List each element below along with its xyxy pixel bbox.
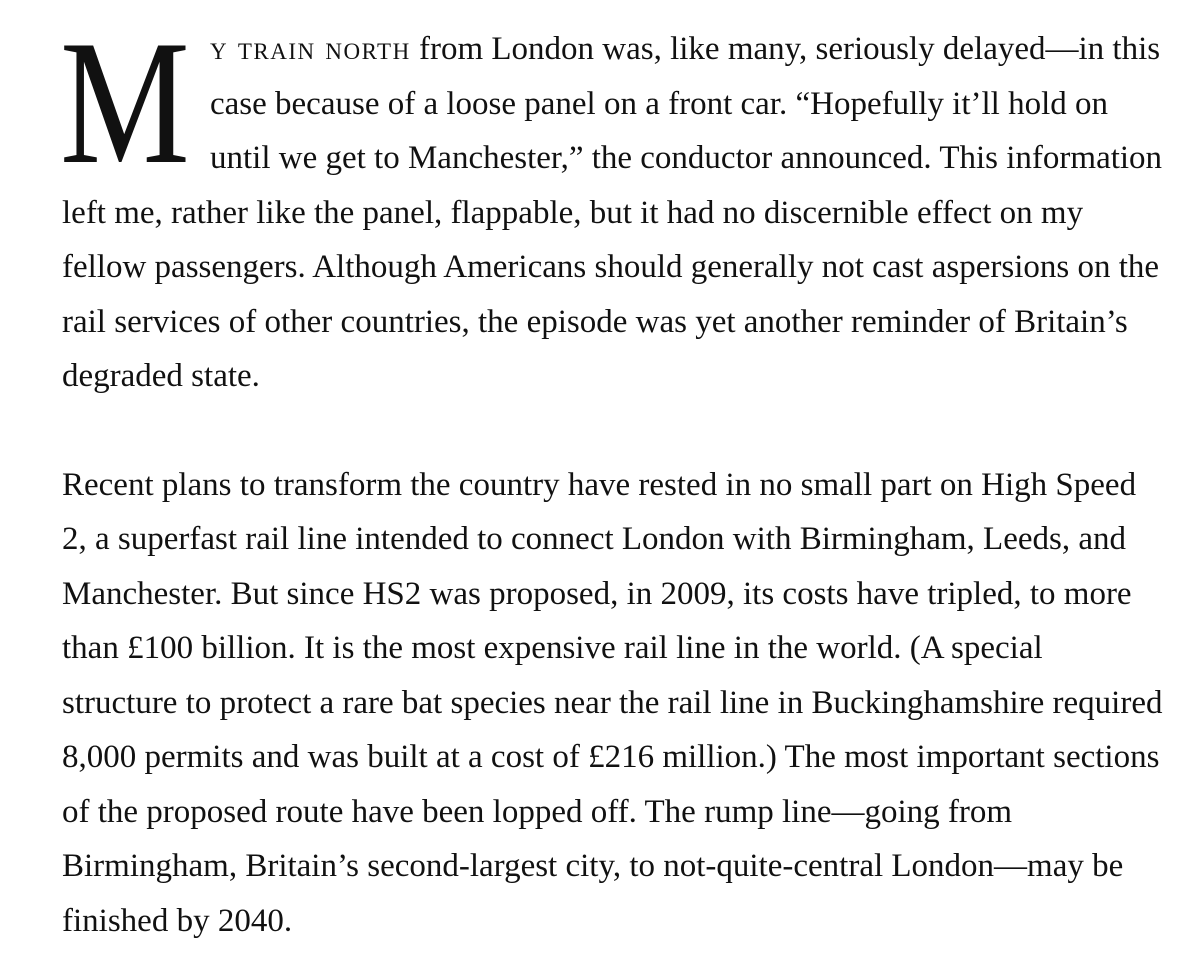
lead-in-small-caps: y train north xyxy=(210,31,411,67)
paragraph-2 xyxy=(62,458,1166,949)
drop-cap: M xyxy=(60,3,187,201)
paragraph-2-text: Recent plans to transform the country have rested in no small part on High Speed 2, a superfast rail line intended to connect London with Birmingham, Leeds, and Manchester. But since HS2 was proposed, in 2009, its costs have tripled, to more than £100 billion. It is the most expensive rail line in the world. (A special structure to protect a rare bat species near the rail line in Buckinghamshire required 8,000 permits and was built at a cost of £216 million.) The most important sections of the proposed route have been lopped off. The rump line—going from Birmingham, Britain’s second-largest city, to not-quite-central London—may be finished by 2040. xyxy=(62,466,1163,939)
paragraph-1 xyxy=(60,3,1166,404)
article-body xyxy=(60,3,1166,948)
paragraph-1-text: from London was, like many, seriously delayed—in this case because of a loose panel on a front car. “Hopefully it’ll hold on until we get to Manchester,” the conductor announced. This information left me, rather like the panel, flappable, but it had no discernible effect on my fellow passengers. Although Americans should generally not cast aspersions on the rail services of other countries, the episode was yet another reminder of Britain’s degraded state. xyxy=(62,31,1163,394)
